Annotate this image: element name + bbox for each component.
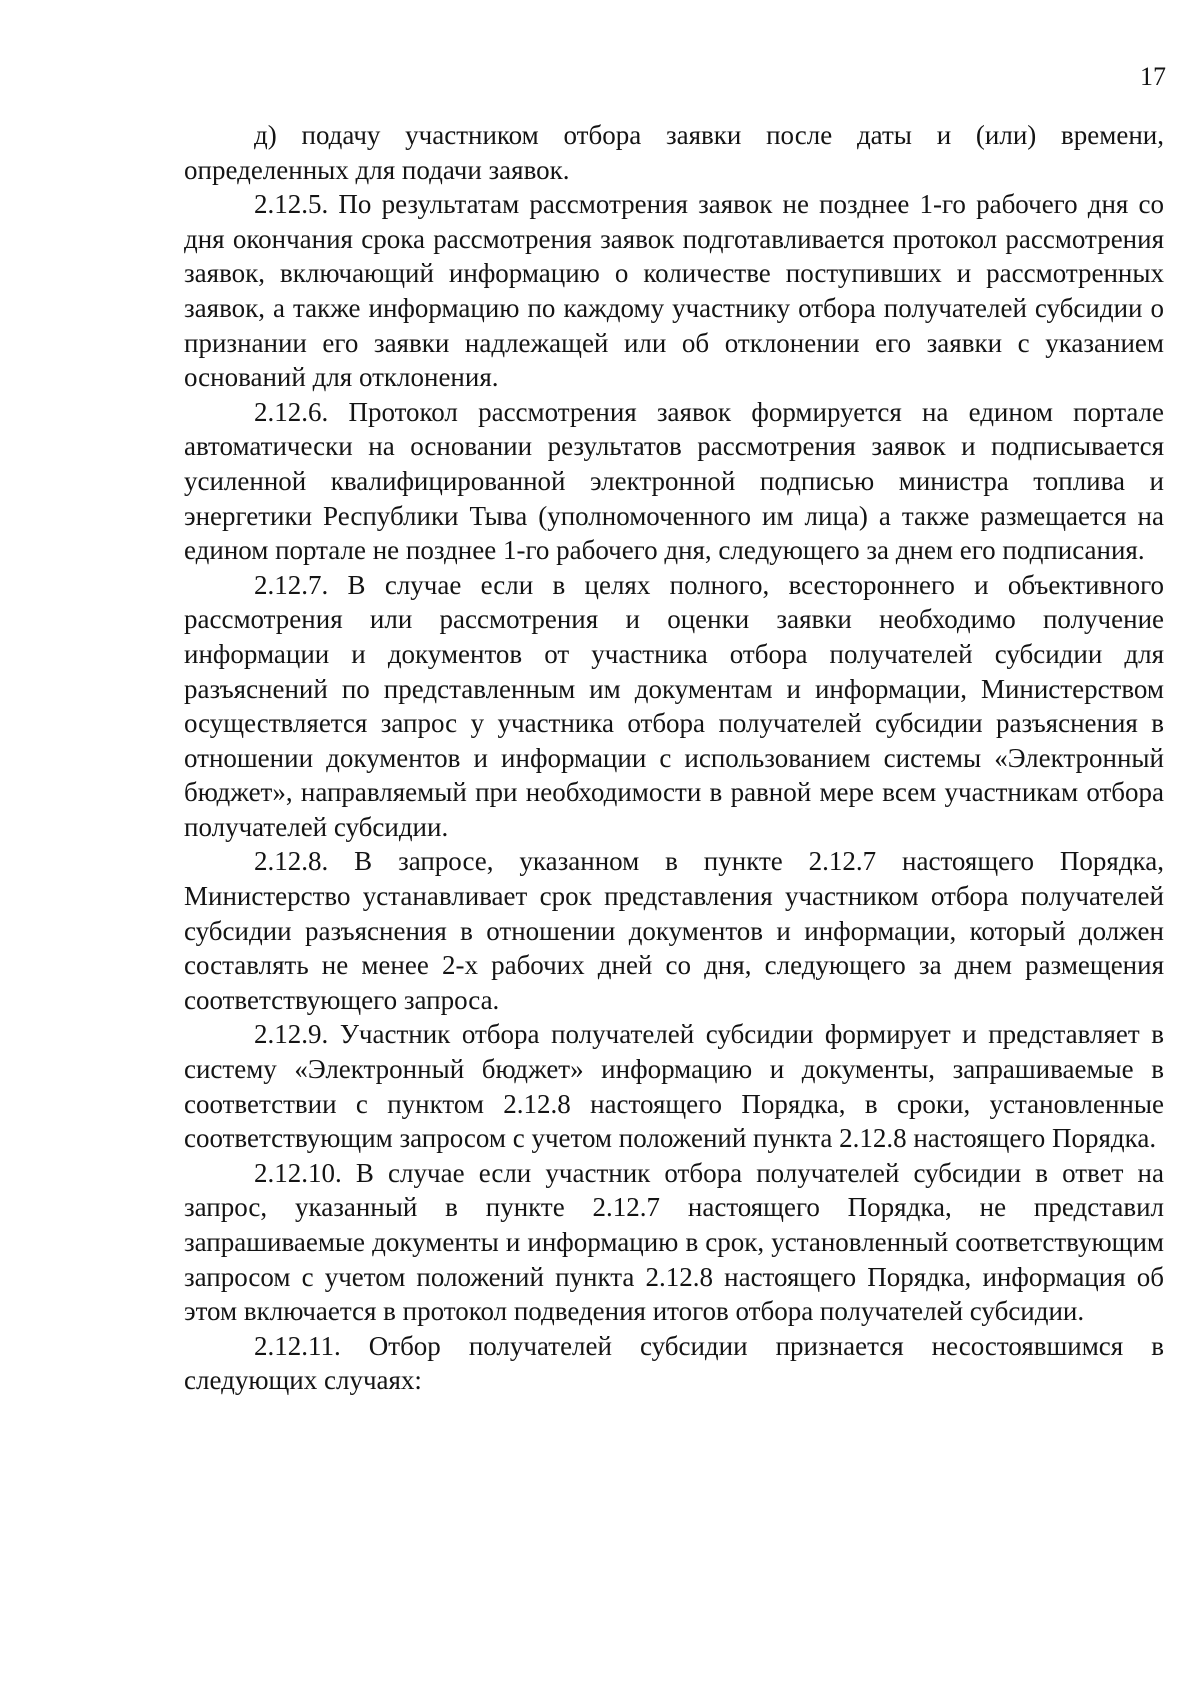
paragraph-2-12-7: 2.12.7. В случае если в целях полного, всестороннего и объективного рассмотрения или рассмотрения и оценки заявки необходимо получение информации и документов от участника отбора получателей субсидии для разъяснений по представленным им документам и информации, Министерством осуществляется запрос у участника отбора получателей субсидии разъяснения в отношении документов и информации с использованием системы «Электронный бюджет», направляемый при необходимости в равной мере всем участникам отбора получателей субсидии. xyxy=(184,569,1164,842)
paragraph-2-12-10: 2.12.10. В случае если участник отбора получателей субсидии в ответ на запрос, указанный в пункте 2.12.7 настоящего Порядка, не представил запрашиваемые документы и информацию в срок, установленный соответствующим запросом с учетом положений пункта 2.12.8 настоящего Порядка, информация об этом включается в протокол подведения итогов отбора получателей субсидии. xyxy=(184,1157,1164,1327)
paragraph-2-12-8: 2.12.8. В запросе, указанном в пункте 2.12.7 настоящего Порядка, Министерство устанавливает срок представления участником отбора получателей субсидии разъяснения в отношении документов и информации, который должен составлять не менее 2-х рабочих дней со дня, следующего за днем размещения соответствующего запроса. xyxy=(184,846,1164,1015)
paragraph-2-12-6: 2.12.6. Протокол рассмотрения заявок формируется на едином портале автоматически на основании результатов рассмотрения заявок и подписывается усиленной квалифицированной электронной подписью министра топлива и энергетики Республики Тыва (уполномоченного им лица) а также размещается на едином портале не позднее 1-го рабочего дня, следующего за днем его подписания. xyxy=(184,396,1164,566)
paragraph-2-12-5: 2.12.5. По результатам рассмотрения заявок не позднее 1-го рабочего дня со дня окончания срока рассмотрения заявок подготавливается протокол рассмотрения заявок, включающий информацию о количестве поступивших и рассмотренных заявок, а также информацию по каждому участнику отбора получателей субсидии о признании его заявки надлежащей или об отклонении его заявки с указанием оснований для отклонения. xyxy=(184,189,1164,393)
paragraph-2-12-9: 2.12.9. Участник отбора получателей субсидии формирует и представляет в систему «Электронный бюджет» информацию и документы, запрашиваемые в соответствии с пунктом 2.12.8 настоящего Порядка, в сроки, установленные соответствующим запросом с учетом положений пункта 2.12.8 настоящего Порядка. xyxy=(184,1019,1164,1154)
document-body xyxy=(184,118,1164,1398)
paragraph-2-12-11: 2.12.11. Отбор получателей субсидии признается несостоявшимся в следующих случаях: xyxy=(184,1330,1164,1396)
paragraph-d-late-submission: д) подачу участником отбора заявки после даты и (или) времени, определенных для подачи заявок. xyxy=(184,120,1164,185)
page-number: 17 xyxy=(1140,62,1166,91)
